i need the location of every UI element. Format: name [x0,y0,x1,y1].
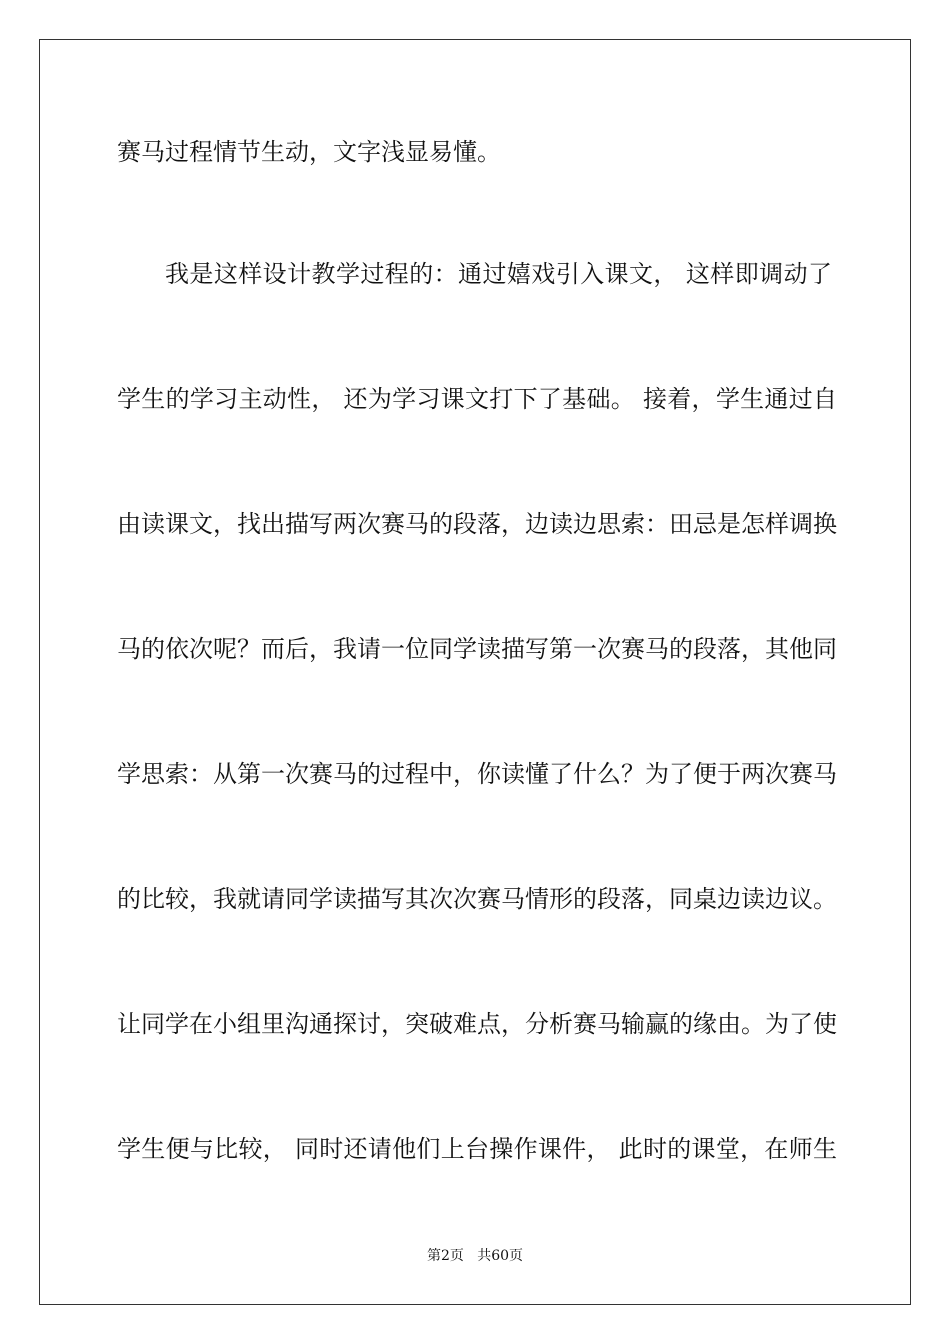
body-line-8: 让同学在小组里沟通探讨，突破难点，分析赛马输赢的缘由。为了使 [117,1010,837,1038]
body-line-6: 学思索：从第一次赛马的过程中，你读懂了什么？为了便于两次赛马 [117,760,837,788]
body-line-9: 学生便与比较， 同时还请他们上台操作课件， 此时的课堂，在师生 [117,1135,837,1163]
body-line-4: 由读课文，找出描写两次赛马的段落，边读边思索：田忌是怎样调换 [117,510,837,538]
page-number-footer: 第2页 共60页 [426,1248,524,1264]
body-line-7: 的比较，我就请同学读描写其次次赛马情形的段落，同桌边读边议。 [117,885,837,913]
page-border [39,39,911,1305]
body-line-2: 我是这样设计教学过程的：通过嬉戏引入课文， 这样即调动了 [165,260,832,288]
body-line-1: 赛马过程情节生动，文字浅显易懂。 [117,138,501,166]
body-line-3: 学生的学习主动性， 还为学习课文打下了基础。 接着，学生通过自 [117,385,837,413]
body-line-5: 马的依次呢？而后，我请一位同学读描写第一次赛马的段落，其他同 [117,635,837,663]
